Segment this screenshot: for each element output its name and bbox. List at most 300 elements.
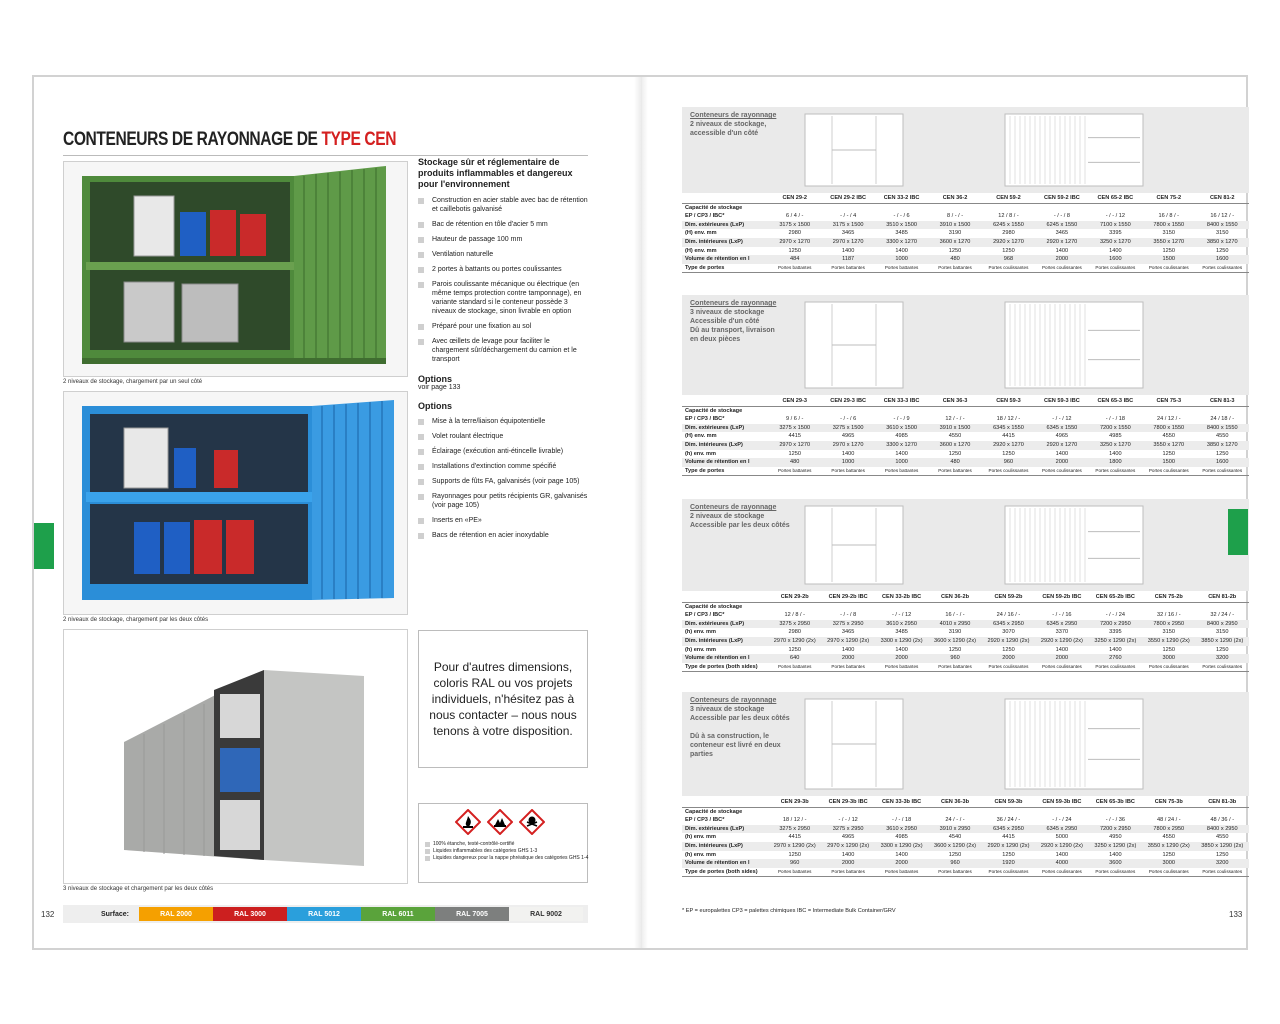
- spec-cell: 3550 x 1270: [1142, 238, 1195, 247]
- container-drawing: [1004, 698, 1144, 790]
- spec-cell: Portes coulissantes: [1089, 868, 1142, 877]
- spec-cell: 6345 x 1550: [1035, 424, 1088, 433]
- spec-cell: Portes battantes: [821, 467, 874, 476]
- spec-cell: 8400 x 2950: [1196, 825, 1250, 834]
- spec-cell: Portes coulissantes: [982, 663, 1035, 672]
- spec-row-label: Dim. intérieures (LxP): [682, 238, 768, 247]
- spec-cell: Portes coulissantes: [1089, 264, 1142, 273]
- section-title-line: Dû au transport, livraison: [690, 327, 775, 334]
- spec-cell: 1400: [1055, 247, 1069, 254]
- spec-cell: [821, 602, 874, 611]
- spec-row: [682, 406, 1249, 415]
- spec-cell: 3150: [1162, 230, 1175, 237]
- spec-row-label: Dim. intérieures (LxP): [682, 441, 768, 450]
- spec-cell: 3910 x 1500: [928, 424, 981, 433]
- photo-blue-container: [63, 391, 408, 615]
- spec-cell: 3600 x 1270: [928, 441, 981, 450]
- surface-swatch: RAL 7005: [435, 907, 509, 921]
- section-title-line: conteneur est livré en deux: [690, 742, 781, 749]
- spec-cell: 1250: [1216, 646, 1229, 653]
- spec-cell: 1250: [788, 450, 801, 457]
- spec-row: [682, 203, 1249, 212]
- spec-cell: [928, 203, 981, 212]
- feature-item: Construction en acier stable avec bac de rétention et caillebotis galvanisé: [418, 196, 588, 214]
- section-title-line: Conteneurs de rayonnage: [690, 112, 777, 119]
- spec-cell: 3150: [1216, 629, 1229, 636]
- surface-label: Surface:: [100, 910, 129, 918]
- spec-cell: 1250: [1002, 450, 1015, 457]
- spec-header-row: [682, 397, 1249, 406]
- spec-cell: 3510 x 1500: [875, 221, 928, 230]
- spec-cell: 4010 x 2950: [928, 620, 981, 629]
- spec-cell: 2920 x 1290 (2x): [1035, 842, 1088, 851]
- model-header: CEN 59-3b IBC: [1035, 798, 1088, 807]
- spec-cell: Portes coulissantes: [1196, 868, 1250, 877]
- feature-item: Hauteur de passage 100 mm: [418, 235, 588, 244]
- model-header: CEN 29-2 IBC: [821, 194, 874, 203]
- spec-cell: 3250 x 1270: [1089, 441, 1142, 450]
- section-title-line: parties: [690, 751, 713, 758]
- spec-cell: 480: [928, 458, 981, 467]
- spec-cell: [768, 602, 821, 611]
- spec-cell: 1400: [1055, 851, 1069, 858]
- spec-cell: - / - / 6: [893, 213, 910, 220]
- spec-row-label: Dim. extérieures (LxP): [682, 221, 768, 230]
- spec-table: [682, 593, 1249, 672]
- spec-cell: 12 / 8 / -: [998, 213, 1019, 220]
- spec-cell: [928, 602, 981, 611]
- model-header: CEN 81-3: [1196, 397, 1250, 406]
- spec-row: [682, 859, 1249, 868]
- spec-cell: Portes coulissantes: [1035, 264, 1088, 273]
- spec-cell: 3550 x 1270: [1142, 441, 1195, 450]
- spec-row: [682, 467, 1249, 476]
- spec-row-label: Dim. extérieures (LxP): [682, 620, 768, 629]
- surface-swatch: RAL 9002: [509, 907, 583, 921]
- spec-cell: 3150: [1216, 230, 1229, 237]
- surface-swatch: RAL 3000: [213, 907, 287, 921]
- spec-cell: 3600 x 1270: [928, 238, 981, 247]
- spec-cell: 3275 x 1500: [768, 424, 821, 433]
- spec-cell: [982, 807, 1035, 816]
- spec-cell: 4540: [948, 834, 962, 841]
- hazard-note: Liquides inflammables des catégories GHS 1-3: [425, 848, 581, 855]
- model-header: CEN 36-3b: [928, 798, 981, 807]
- section-title-line: Conteneurs de rayonnage: [690, 697, 777, 704]
- spec-cell: 2980: [788, 629, 801, 636]
- feature-item: Avec œillets de levage pour faciliter le chargement sûr/déchargement du camion et le transport: [418, 337, 588, 364]
- chapter-tab-left: [34, 523, 54, 569]
- hazard-box: [418, 803, 588, 883]
- spec-cell: 2000: [1035, 458, 1088, 467]
- spec-row-label: (h) env. mm: [685, 851, 716, 858]
- spec-cell: 3250 x 1270: [1089, 238, 1142, 247]
- spec-cell: 3190: [948, 629, 962, 636]
- spec-cell: 1400: [895, 851, 908, 858]
- spec-cell: 2000: [875, 654, 928, 663]
- spec-row-label: Dim. extérieures (LxP): [682, 424, 768, 433]
- spec-cell: 3550 x 1290 (2x): [1142, 637, 1195, 646]
- spec-cell: Portes coulissantes: [1142, 868, 1195, 877]
- model-header: CEN 65-3 IBC: [1089, 397, 1142, 406]
- spec-cell: - / - / 8: [1053, 213, 1070, 220]
- spec-cell: 2920 x 1270: [982, 441, 1035, 450]
- spec-cell: Portes coulissantes: [1035, 868, 1088, 877]
- spec-cell: 1250: [1162, 450, 1175, 457]
- spec-row-label: Dim. intérieures (LxP): [682, 637, 768, 646]
- spec-cell: [875, 203, 928, 212]
- spec-cell: Portes coulissantes: [1035, 663, 1088, 672]
- spec-cell: 3000: [1142, 859, 1195, 868]
- spec-cell: Portes coulissantes: [1196, 264, 1250, 273]
- spec-cell: 1187: [821, 255, 874, 264]
- section-title-line: en deux pièces: [690, 336, 741, 343]
- spec-cell: 7800 x 1550: [1142, 424, 1195, 433]
- spec-cell: 480: [768, 458, 821, 467]
- spec-cell: 7800 x 2950: [1142, 620, 1195, 629]
- spec-cell: 3850 x 1290 (2x): [1196, 842, 1250, 851]
- spec-header-row: [682, 798, 1249, 807]
- spec-cell: 1400: [895, 247, 908, 254]
- spec-cell: 3910 x 2950: [928, 825, 981, 834]
- spec-cell: 4415: [788, 433, 801, 440]
- spec-cell: 6345 x 2950: [982, 825, 1035, 834]
- spec-row-label: Capacité de stockage: [685, 407, 743, 414]
- spec-row: [682, 654, 1249, 663]
- model-header: CEN 59-2 IBC: [1035, 194, 1088, 203]
- spec-cell: - / - / 6: [840, 416, 857, 423]
- spec-cell: 16 / 12 / -: [1210, 213, 1235, 220]
- spec-cell: 3275 x 2950: [821, 825, 874, 834]
- spec-cell: 8400 x 1550: [1196, 221, 1250, 230]
- spec-cell: [1089, 406, 1142, 415]
- spec-cell: 1400: [1109, 851, 1122, 858]
- spec-row: [682, 807, 1249, 816]
- spec-cell: [1196, 602, 1250, 611]
- section-header: [682, 692, 1249, 796]
- spec-cell: [1035, 406, 1088, 415]
- spec-cell: - / - / 12: [891, 612, 912, 619]
- container-drawing: [804, 698, 904, 790]
- spec-cell: 2000: [982, 654, 1035, 663]
- spec-cell: Portes coulissantes: [982, 467, 1035, 476]
- spec-table: [682, 397, 1249, 476]
- spec-cell: 1250: [1002, 247, 1015, 254]
- spec-cell: - / - / 16: [1052, 612, 1072, 619]
- model-header: CEN 29-2b IBC: [821, 593, 874, 602]
- spec-cell: 968: [982, 255, 1035, 264]
- caption-1: 2 niveaux de stockage, chargement par un seul côté: [63, 379, 203, 385]
- spec-cell: 6345 x 1550: [982, 424, 1035, 433]
- spec-cell: Portes battantes: [875, 868, 928, 877]
- page-number-left: 132: [41, 910, 55, 919]
- spec-cell: 6345 x 2950: [982, 620, 1035, 629]
- section-title-line: 2 niveaux de stockage,: [690, 121, 767, 128]
- model-header: CEN 29-3: [768, 397, 821, 406]
- spec-row-label: Volume de rétention en l: [682, 255, 768, 264]
- spec-cell: 12 / 8 / -: [784, 612, 805, 619]
- spec-cell: - / - / 9: [893, 416, 910, 423]
- spec-cell: - / - / 8: [840, 612, 857, 619]
- option-item: Supports de fûts FA, galvanisés (voir page 105): [418, 477, 588, 486]
- model-header: CEN 81-2: [1196, 194, 1250, 203]
- caption-3: 3 niveaux de stockage et chargement par les deux côtés: [63, 886, 214, 892]
- spec-row: [682, 264, 1249, 273]
- spec-cell: 1250: [948, 851, 962, 858]
- spec-cell: [982, 602, 1035, 611]
- spec-cell: 8400 x 2950: [1196, 620, 1250, 629]
- spec-cell: 3200: [1196, 654, 1250, 663]
- model-header: CEN 75-3b: [1142, 798, 1195, 807]
- page-title: CONTENEURS DE RAYONNAGE DE TYPE CEN: [63, 129, 397, 150]
- model-header: CEN 75-2b: [1142, 593, 1195, 602]
- spec-cell: [768, 807, 821, 816]
- title-rule: [63, 155, 588, 156]
- spec-cell: 4415: [1002, 834, 1015, 841]
- spec-cell: 3300 x 1290 (2x): [875, 637, 928, 646]
- spec-cell: 18 / 12 / -: [996, 416, 1021, 423]
- surface-swatch: RAL 5012: [287, 907, 361, 921]
- section-title-line: 3 niveaux de stockage: [690, 706, 765, 713]
- spec-cell: Portes battantes: [768, 868, 821, 877]
- spec-row: [682, 646, 1249, 655]
- hazard-note: Liquides dangereux pour la nappe phréatique des catégories GHS 1-4: [425, 855, 581, 862]
- section-title-line: [690, 723, 790, 732]
- model-header: CEN 59-2b IBC: [1035, 593, 1088, 602]
- spec-row: [682, 663, 1249, 672]
- spec-cell: Portes battantes: [821, 868, 874, 877]
- spec-row: [682, 842, 1249, 851]
- spec-cell: 3850 x 1290 (2x): [1196, 637, 1250, 646]
- catalog-spread: [32, 75, 1248, 950]
- spec-cell: 1400: [1055, 450, 1069, 457]
- spec-table: [682, 798, 1249, 877]
- spec-row: [682, 212, 1249, 221]
- options-title-1: Options: [418, 374, 452, 384]
- spec-cell: [1089, 807, 1142, 816]
- spec-cell: [875, 602, 928, 611]
- spec-cell: [1089, 602, 1142, 611]
- features-block: [418, 157, 588, 546]
- spec-cell: 4415: [1002, 433, 1015, 440]
- spec-row-label: Capacité de stockage: [685, 603, 743, 610]
- spec-cell: 7800 x 1550: [1142, 221, 1195, 230]
- spec-cell: [1196, 807, 1250, 816]
- spec-cell: 24 / 18 / -: [1210, 416, 1235, 423]
- spec-cell: 3190: [948, 230, 962, 237]
- spec-cell: 2920 x 1270: [982, 238, 1035, 247]
- spec-cell: [768, 406, 821, 415]
- model-header: CEN 75-3: [1142, 397, 1195, 406]
- spec-cell: 2000: [1035, 255, 1088, 264]
- spec-cell: Portes battantes: [768, 467, 821, 476]
- spec-cell: Portes coulissantes: [982, 868, 1035, 877]
- spec-row: [682, 450, 1249, 459]
- spec-cell: 3200: [1196, 859, 1250, 868]
- feature-item: 2 portes à battants ou portes coulissantes: [418, 265, 588, 274]
- model-header: CEN 65-2b IBC: [1089, 593, 1142, 602]
- section-header: [682, 295, 1249, 395]
- model-header: CEN 36-3: [928, 397, 981, 406]
- spec-row: [682, 415, 1249, 424]
- spec-cell: 3370: [1055, 629, 1069, 636]
- left-page: [34, 77, 641, 948]
- container-drawing: [1004, 505, 1144, 585]
- option-item: Rayonnages pour petits récipients GR, galvanisés (voir page 105): [418, 492, 588, 510]
- model-header: CEN 33-2b IBC: [875, 593, 928, 602]
- spec-cell: 1400: [1109, 247, 1122, 254]
- spec-row-label: EP / CP3 / IBC*: [685, 612, 725, 619]
- section-title-line: 3 niveaux de stockage: [690, 309, 765, 316]
- model-header: CEN 81-3b: [1196, 798, 1250, 807]
- spec-cell: 2000: [821, 654, 874, 663]
- spec-cell: 24 / 16 / -: [996, 612, 1021, 619]
- spec-cell: - / - / 18: [891, 817, 912, 824]
- spec-cell: Portes coulissantes: [1196, 663, 1250, 672]
- spec-cell: - / - / 4: [840, 213, 857, 220]
- spec-cell: [982, 203, 1035, 212]
- spec-cell: 1250: [1162, 851, 1175, 858]
- spec-row: [682, 221, 1249, 230]
- spec-table-grid: [682, 194, 1249, 273]
- photo-green-container: [63, 161, 408, 377]
- features-heading: Stockage sûr et réglementaire de produits inflammables et dangereux pour l'environnement: [418, 157, 573, 189]
- model-header: CEN 81-2b: [1196, 593, 1250, 602]
- spec-cell: 4985: [1109, 433, 1122, 440]
- spec-cell: 1250: [948, 450, 962, 457]
- spec-cell: 3395: [1109, 629, 1122, 636]
- spec-row-label: (H) env. mm: [685, 247, 717, 254]
- spec-cell: Portes battantes: [928, 663, 981, 672]
- spec-cell: 2970 x 1270: [768, 238, 821, 247]
- spec-cell: 2970 x 1290 (2x): [768, 842, 821, 851]
- spec-cell: 32 / 24 / -: [1210, 612, 1235, 619]
- spec-cell: 2000: [875, 859, 928, 868]
- spec-table-grid: [682, 798, 1249, 877]
- spec-row: [682, 229, 1249, 238]
- spec-cell: 3550 x 1290 (2x): [1142, 842, 1195, 851]
- options-list: [418, 417, 588, 540]
- spec-cell: [875, 406, 928, 415]
- spec-cell: 3610 x 1500: [875, 424, 928, 433]
- spec-cell: 2760: [1089, 654, 1142, 663]
- spec-cell: 7200 x 2950: [1089, 825, 1142, 834]
- container-drawing: [804, 113, 904, 187]
- spec-cell: 4950: [1109, 834, 1122, 841]
- spec-cell: 7200 x 1550: [1089, 424, 1142, 433]
- footnote: * EP = europalettes CP3 = palettes chimiques IBC = Intermediate Bulk Container/GRV: [682, 908, 896, 914]
- spec-cell: 1250: [1216, 450, 1229, 457]
- section-title-line: Accessible par les deux côtés: [690, 522, 790, 529]
- spec-row: [682, 432, 1249, 441]
- spec-row: [682, 868, 1249, 877]
- spec-cell: 7100 x 1550: [1089, 221, 1142, 230]
- spec-cell: 3465: [841, 230, 855, 237]
- surface-swatch: RAL 6011: [361, 907, 435, 921]
- spec-cell: [1196, 203, 1250, 212]
- spec-cell: 1920: [982, 859, 1035, 868]
- spec-cell: 3600 x 1290 (2x): [928, 637, 981, 646]
- spec-header-row: [682, 593, 1249, 602]
- spec-cell: 7200 x 2950: [1089, 620, 1142, 629]
- spec-cell: 2920 x 1290 (2x): [982, 842, 1035, 851]
- chapter-tab-right: [1228, 509, 1248, 555]
- spec-cell: 1600: [1196, 458, 1250, 467]
- section-title-line: accessible d'un côté: [690, 130, 759, 137]
- spec-row-label: EP / CP3 / IBC*: [685, 817, 725, 824]
- spec-cell: 4550: [1216, 433, 1229, 440]
- section-title-line: Dû à sa construction, le: [690, 733, 769, 740]
- spec-row-label: Volume de rétention en l: [682, 654, 768, 663]
- spec-cell: [1035, 807, 1088, 816]
- section-title-line: Accessible d'un côté: [690, 318, 760, 325]
- spec-cell: [928, 807, 981, 816]
- spec-cell: 2920 x 1290 (2x): [1035, 637, 1088, 646]
- spec-table-grid: [682, 397, 1249, 476]
- spec-row-label: (h) env. mm: [685, 646, 716, 653]
- spec-row-label: Type de portes: [682, 264, 768, 273]
- spec-cell: 2980: [1002, 230, 1015, 237]
- spec-row: [682, 255, 1249, 264]
- spec-cell: 3300 x 1290 (2x): [875, 842, 928, 851]
- section-title: [690, 111, 776, 138]
- spec-row: [682, 637, 1249, 646]
- option-item: Mise à la terre/liaison équipotentielle: [418, 417, 588, 426]
- spec-cell: 2000: [821, 859, 874, 868]
- spec-row-label: Capacité de stockage: [685, 808, 743, 815]
- spec-cell: [1142, 807, 1195, 816]
- section-title-line: 2 niveaux de stockage: [690, 513, 765, 520]
- container-drawing: [1004, 301, 1144, 389]
- spec-cell: 3610 x 2950: [875, 825, 928, 834]
- spec-cell: 4550: [1216, 834, 1229, 841]
- spec-cell: Portes coulissantes: [1142, 264, 1195, 273]
- spec-cell: 1250: [1216, 851, 1229, 858]
- spec-row-label: (H) env. mm: [685, 230, 717, 237]
- spec-cell: [1196, 406, 1250, 415]
- spec-cell: 6245 x 1550: [982, 221, 1035, 230]
- model-header: CEN 65-3b IBC: [1089, 798, 1142, 807]
- spec-cell: 1500: [1142, 458, 1195, 467]
- spec-cell: 640: [768, 654, 821, 663]
- spec-cell: [1035, 203, 1088, 212]
- spec-cell: 2920 x 1270: [1035, 441, 1088, 450]
- spec-header-blank: [682, 194, 768, 203]
- spec-cell: 3600: [1089, 859, 1142, 868]
- spec-cell: 1250: [1002, 851, 1015, 858]
- section-title-line: Accessible par les deux côtés: [690, 715, 790, 722]
- spec-row: [682, 611, 1249, 620]
- spec-cell: 3600 x 1290 (2x): [928, 842, 981, 851]
- spec-row: [682, 851, 1249, 860]
- spec-cell: 3850 x 1270: [1196, 441, 1250, 450]
- spec-cell: 24 / - / -: [945, 817, 965, 824]
- model-header: CEN 33-2 IBC: [875, 194, 928, 203]
- feature-item: Préparé pour une fixation au sol: [418, 322, 588, 331]
- spec-cell: 3150: [1162, 629, 1175, 636]
- spec-cell: 4550: [1162, 834, 1175, 841]
- spec-cell: [1142, 602, 1195, 611]
- spec-cell: [982, 406, 1035, 415]
- feature-item: Parois coulissante mécanique ou électrique (en même temps protection contre tamponnage), en variante standard si le conteneur possède 3 niveaux de stockage, sinon livrable en option: [418, 280, 588, 316]
- section-title-line: Conteneurs de rayonnage: [690, 300, 777, 307]
- spec-cell: 4965: [841, 834, 855, 841]
- spec-cell: - / - / 24: [1105, 612, 1125, 619]
- surface-swatch: RAL 2000: [139, 907, 213, 921]
- spec-cell: 1250: [1162, 646, 1175, 653]
- spec-cell: 960: [928, 859, 981, 868]
- spec-cell: - / - / 12: [1105, 213, 1125, 220]
